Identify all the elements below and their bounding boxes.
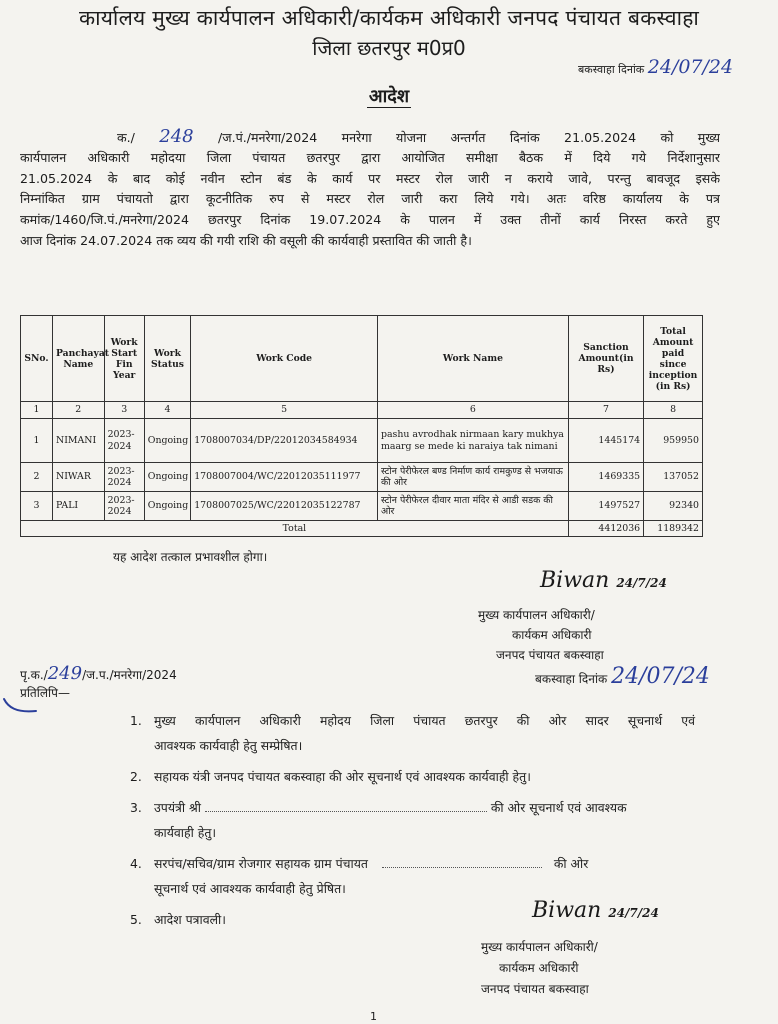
body-line-4: निम्नांकित ग्राम पंचायतो द्वारा कूटनीतिक रुप से मस्टर रोल जारी करा लिये गये। अतः वरिष्ठ कार्यालय के पत्र bbox=[20, 191, 720, 207]
copy-to-label: प्रतिलिपि— bbox=[20, 686, 70, 700]
list-item-4-end: की ओर bbox=[553, 856, 589, 871]
body-line-2: कार्यपालन अधिकारी महोदया जिला पंचायत छतरपुर द्वारा आयोजित समीक्षा बैठक में दिये गये निर्देशानुसार bbox=[20, 149, 720, 165]
table-total-row bbox=[21, 521, 703, 537]
col-header-code: Work Code bbox=[191, 316, 378, 402]
col-header-status: Work Status bbox=[144, 316, 190, 402]
cell-panchayat: NIWAR bbox=[52, 463, 104, 492]
col-header-paid: Total Amount paid since inception (in Rs) bbox=[644, 316, 703, 402]
body-line-6: आज दिनांक 24.07.2024 तक व्यय की गयी राशि की वसूली की कार्यवाही प्रस्तावित की जाती है। bbox=[20, 232, 472, 248]
order-body bbox=[20, 127, 720, 252]
list-item bbox=[130, 851, 695, 901]
table-row bbox=[21, 419, 703, 463]
table-header-row bbox=[21, 316, 703, 402]
designation-2-line-3: जनपद पंचायत बकस्वाहा bbox=[481, 982, 589, 996]
list-item bbox=[130, 764, 695, 789]
list-item bbox=[130, 795, 695, 845]
office-header: कार्यालय मुख्य कार्यपालन अधिकारी/कार्यकम अधिकारी जनपद पंचायत बकस्वाहा bbox=[78, 6, 699, 30]
list-item bbox=[130, 708, 695, 758]
designation-block-2 bbox=[481, 937, 598, 1000]
signature-2 bbox=[532, 898, 659, 923]
cell-sno: 1 bbox=[21, 419, 53, 463]
pen-mark-icon bbox=[2, 693, 38, 717]
header-date bbox=[578, 56, 733, 78]
blank-line bbox=[382, 867, 542, 868]
endorsement-prefix: पृ.क./ bbox=[20, 668, 48, 682]
cell-sanction: 1497527 bbox=[568, 492, 643, 521]
designation-1-line-3: जनपद पंचायत बकस्वाहा bbox=[496, 648, 604, 662]
cell-work-name: pashu avrodhak nirmaan kary mukhya maarg se mede ki naraiya tak nimani bbox=[377, 419, 568, 463]
cell-sanction: 1469335 bbox=[568, 463, 643, 492]
list-item-4-line-2: सूचनार्थ एवं आवश्यक कार्यवाही हेतु प्रेषित। bbox=[154, 881, 346, 896]
cell-work-name: स्टोन पेरीफेरल दीवार माता मंदिर से आडी सडक की ओर bbox=[377, 492, 568, 521]
col-header-panchayat: Panchayat Name bbox=[52, 316, 104, 402]
page-number: 1 bbox=[370, 1010, 377, 1023]
designation-1-line-2: कार्यकम अधिकारी bbox=[512, 628, 592, 642]
cell-status: Ongoing bbox=[144, 492, 190, 521]
cell-code: 1708007004/WC/22012035111977 bbox=[191, 463, 378, 492]
designation-block-1 bbox=[478, 605, 604, 665]
cell-year: 2023-2024 bbox=[104, 492, 144, 521]
cell-paid: 959950 bbox=[644, 419, 703, 463]
col-number: 2 bbox=[52, 402, 104, 419]
header-date-handwritten: 24/07/24 bbox=[647, 56, 734, 78]
body-line-5: कमांक/1460/जि.पं./मनरेगा/2024 छतरपुर दिनांक 19.07.2024 के पालन में उक्त तीनों कार्य निरस्त करते हुए bbox=[20, 212, 720, 228]
col-number: 8 bbox=[644, 402, 703, 419]
body-line-3: 21.05.2024 के बाद कोई नवीन स्टोन बंड के कार्य पर मस्टर रोल जारी न कराये जावे, परन्तु बावजूद इसके bbox=[20, 170, 720, 186]
cell-sno: 2 bbox=[21, 463, 53, 492]
total-sanction: 4412036 bbox=[568, 521, 643, 537]
district-header: जिला छतरपुर म0प्र0 bbox=[312, 36, 466, 60]
table-row bbox=[21, 463, 703, 492]
works-table bbox=[20, 315, 703, 537]
total-label: Total bbox=[21, 521, 569, 537]
endorsement-suffix: /ज.प./मनरेगा/2024 bbox=[82, 668, 177, 682]
cell-year: 2023-2024 bbox=[104, 463, 144, 492]
signature-1-sign: Biwan bbox=[540, 568, 610, 593]
ref-number-handwritten: 248 bbox=[159, 127, 194, 147]
col-number: 6 bbox=[377, 402, 568, 419]
body-line-1 bbox=[20, 127, 720, 148]
designation-2-line-1: मुख्य कार्यपालन अधिकारी/ bbox=[481, 940, 598, 954]
signature-1-date: 24/7/24 bbox=[616, 576, 667, 590]
cell-panchayat: PALI bbox=[52, 492, 104, 521]
designation-2-line-2: कार्यकम अधिकारी bbox=[499, 961, 579, 975]
cell-status: Ongoing bbox=[144, 463, 190, 492]
designation-1-line-1: मुख्य कार्यपालन अधिकारी/ bbox=[478, 608, 595, 622]
cell-sanction: 1445174 bbox=[568, 419, 643, 463]
list-item-3-end: की ओर सूचनार्थ एवं आवश्यक bbox=[490, 800, 627, 815]
body-line-1-text: /ज.पं./मनरेगा/2024 मनरेगा योजना अन्तर्गत दिनांक 21.05.2024 को मुख्य bbox=[218, 130, 720, 145]
endorsement-ref bbox=[20, 663, 177, 684]
col-header-year: Work Start Fin Year bbox=[104, 316, 144, 402]
endorsement-date-handwritten: 24/07/24 bbox=[611, 664, 710, 689]
list-number: 5. bbox=[130, 912, 142, 927]
signature-2-sign: Biwan bbox=[532, 898, 602, 923]
cell-code: 1708007034/DP/22012034584934 bbox=[191, 419, 378, 463]
list-item-5: आदेश पत्रावली। bbox=[154, 912, 226, 927]
order-title bbox=[0, 84, 778, 108]
cell-sno: 3 bbox=[21, 492, 53, 521]
list-number: 1. bbox=[130, 713, 142, 728]
col-number: 5 bbox=[191, 402, 378, 419]
cell-paid: 137052 bbox=[644, 463, 703, 492]
endorsement-date bbox=[535, 664, 710, 689]
list-number: 3. bbox=[130, 800, 142, 815]
list-item-2: सहायक यंत्री जनपद पंचायत बकस्वाहा की ओर सूचनार्थ एवं आवश्यक कार्यवाही हेतु। bbox=[154, 769, 531, 784]
effective-note: यह आदेश तत्काल प्रभावशील होगा। bbox=[113, 550, 268, 564]
header-date-label: बकस्वाहा दिनांक bbox=[578, 63, 645, 76]
order-title-text: आदेश bbox=[368, 86, 410, 107]
col-number: 7 bbox=[568, 402, 643, 419]
cell-code: 1708007025/WC/22012035122787 bbox=[191, 492, 378, 521]
cell-status: Ongoing bbox=[144, 419, 190, 463]
list-item-4-line-1 bbox=[154, 851, 695, 876]
list-item-3-start: उपयंत्री श्री bbox=[154, 800, 201, 815]
cell-panchayat: NIMANI bbox=[52, 419, 104, 463]
blank-line bbox=[205, 811, 487, 812]
list-item-3-line-2: कार्यवाही हेतु। bbox=[154, 825, 217, 840]
total-paid: 1189342 bbox=[644, 521, 703, 537]
list-item-4-start: सरपंच/सचिव/ग्राम रोजगार सहायक ग्राम पंचायत bbox=[154, 856, 368, 871]
signature-2-date: 24/7/24 bbox=[608, 906, 659, 920]
list-item-3-line-1 bbox=[154, 795, 695, 820]
endorsement-number-handwritten: 249 bbox=[47, 663, 83, 684]
table-row bbox=[21, 492, 703, 521]
list-item-1-line-1: मुख्य कार्यपालन अधिकारी महोदय जिला पंचायत छतरपुर की ओर सादर सूचनार्थ एवं bbox=[154, 713, 695, 728]
list-number: 2. bbox=[130, 769, 142, 784]
col-number: 1 bbox=[21, 402, 53, 419]
signature-1 bbox=[540, 568, 667, 593]
col-number: 4 bbox=[144, 402, 190, 419]
col-header-sno: SNo. bbox=[21, 316, 53, 402]
col-number: 3 bbox=[104, 402, 144, 419]
list-number: 4. bbox=[130, 856, 142, 871]
cell-work-name: स्टोन पेरीफेरल बण्ड निर्माण कार्य रामकुण्ड से भजयाऊ की ओर bbox=[377, 463, 568, 492]
ref-prefix: क./ bbox=[117, 130, 135, 145]
col-header-sanction: Sanction Amount(in Rs) bbox=[568, 316, 643, 402]
cell-year: 2023-2024 bbox=[104, 419, 144, 463]
col-header-name: Work Name bbox=[377, 316, 568, 402]
cell-paid: 92340 bbox=[644, 492, 703, 521]
list-item-1-line-2: आवश्यक कार्यवाही हेतु सम्प्रेषित। bbox=[154, 738, 303, 753]
endorsement-date-label: बकस्वाहा दिनांक bbox=[535, 672, 608, 686]
column-number-row bbox=[21, 402, 703, 419]
